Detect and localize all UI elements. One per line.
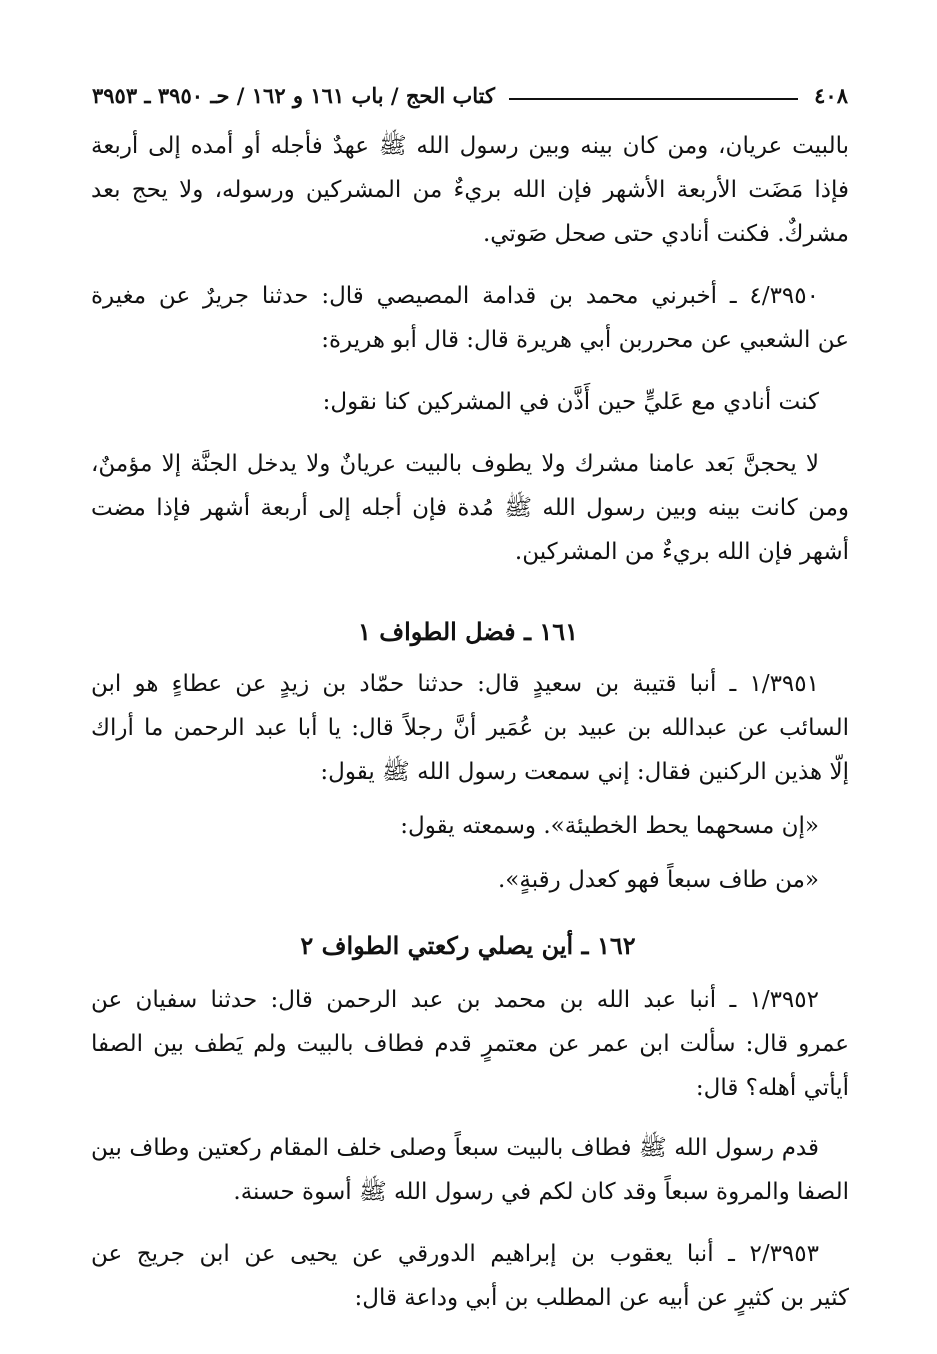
chapter-heading: ١٦٢ ـ أين يصلي ركعتي الطواف ٢ <box>300 931 636 960</box>
hadith-opening-line: ١/٣٩٥١ ـ أنبا قتيبة بن سعيدٍ قال: حدثنا حمّاد بن زيدٍ عن عطاءٍ هو ابن <box>91 671 819 697</box>
hadith-opening-line: ١/٣٩٥٢ ـ أنبا عبد الله بن محمد بن عبد الرحمن قال: حدثنا سفيان عن <box>91 987 819 1013</box>
header-rule <box>509 98 798 100</box>
text-line: عمرو قال: سألت ابن عمر عن معتمرٍ قدم فطاف بالبيت ولم يَطف بين الصفا <box>91 1031 849 1057</box>
quote-line: «إن مسحهما يحط الخطيئة». وسمعته يقول: <box>400 813 819 839</box>
text-line: مشركٌ. فكنت أنادي حتى صحل صَوتي. <box>482 221 849 247</box>
text-line: ومن كانت بينه وبين رسول الله ﷺ مُدة فإن أجله إلى أربعة أشهر فإذا مضت <box>91 495 849 521</box>
chapter-heading: ١٦١ ـ فضل الطواف ١ <box>357 617 579 646</box>
text-line: كثير بن كثيرٍ عن أبيه عن المطلب بن أبي وداعة قال: <box>354 1285 849 1311</box>
text-line: الصفا والمروة سبعاً وقد كان لكم في رسول الله ﷺ أسوة حسنة. <box>233 1179 849 1205</box>
text-line: قدم رسول الله ﷺ فطاف بالبيت سبعاً وصلى خلف المقام ركعتين وطاف بين <box>91 1135 819 1161</box>
hadith-opening-line: ٤/٣٩٥٠ ـ أخبرني محمد بن قدامة المصيصي قال: حدثنا جريرٌ عن مغيرة <box>91 283 819 309</box>
text-line: أشهر فإن الله بريءٌ من المشركين. <box>514 539 849 565</box>
text-line: كنت أنادي مع عَليٍّ حين أَذَّن في المشركين كنا نقول: <box>322 389 819 415</box>
text-line: إلّا هذين الركنين فقال: إني سمعت رسول الله ﷺ يقول: <box>320 759 849 785</box>
text-line: لا يحجنَّ بَعد عامنا مشرك ولا يطوف بالبيت عريانٌ ولا يدخل الجنَّة إلا مؤمنٌ، <box>91 451 819 477</box>
page-number: ٤٠٨ <box>814 82 848 108</box>
text-line: أيأتي أهله؟ قال: <box>695 1075 849 1101</box>
text-line: فإذا مَضَت الأربعة الأشهر فإن الله بريءٌ من المشركين ورسوله، ولا يحج بعد <box>91 177 849 203</box>
hadith-opening-line: ٢/٣٩٥٣ ـ أنبا يعقوب بن إبراهيم الدورقي عن يحيى عن ابن جريج عن <box>91 1241 819 1267</box>
text-line: عن الشعبي عن محرربن أبي هريرة قال: قال أبو هريرة: <box>321 327 849 353</box>
text-line: بالبيت عريان، ومن كان بينه وبين رسول الله ﷺ عهدٌ فأجله أو أمده إلى أربعة <box>91 133 849 159</box>
quote-line: «من طاف سبعاً فهو كعدل رقبةٍ». <box>498 867 819 893</box>
text-line: السائب عن عبدالله بن عبيد بن عُمَير أنَّ رجلاً قال: يا أبا عبد الرحمن ما أراك <box>91 715 849 741</box>
header-title: كتاب الحج / باب ١٦١ و ١٦٢ / حـ ٣٩٥٠ ـ ٣٩٥٣ <box>92 82 496 108</box>
running-header <box>92 78 848 112</box>
